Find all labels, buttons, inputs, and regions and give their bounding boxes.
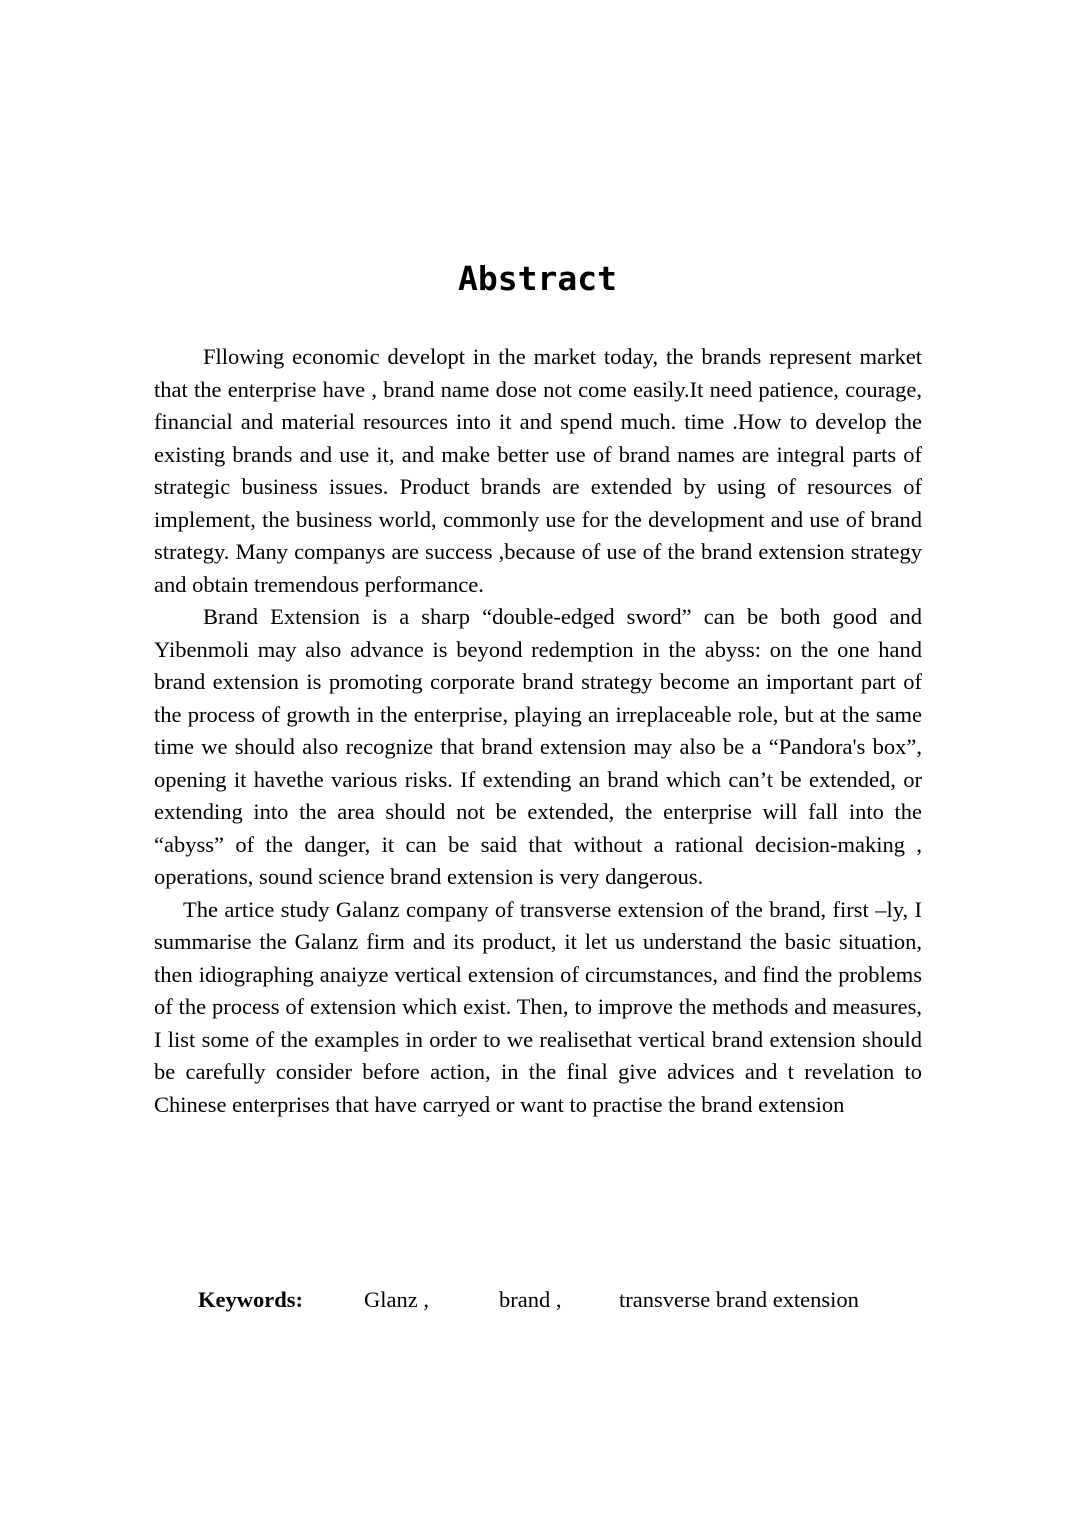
keywords-line xyxy=(198,1284,958,1316)
abstract-paragraph-3: The artice study Galanz company of transverse extension of the brand, first –ly, I summarise the Galanz firm and its product, it let us understand the basic situation, then idiographing anaiyze vertical extension of circumstances, and find the problems of the process of extension which exist. Then, to improve the methods and measures, I list some of the examples in order to we realisethat vertical brand extension should be carefully consider before action, in the final give advices and t revelation to Chinese enterprises that have carryed or want to practise the brand extension xyxy=(154,896,922,1117)
keyword-3: transverse brand extension xyxy=(619,1287,859,1312)
keyword-2: brand , xyxy=(499,1287,562,1312)
keywords-label: Keywords: xyxy=(198,1287,303,1312)
abstract-paragraph-1: Fllowing economic developt in the market today, the brands represent market that the enterprise have , brand name dose not come easily.It need patience, courage, financial and material resources into it and spend much. time .How to develop the existing brands and use it, and make better use of brand names are integral parts of strategic business issues. Product brands are extended by using of resources of implement, the business world, commonly use for the development and use of brand strategy. Many companys are success ,because of use of the brand extension strategy and obtain tremendous performance. xyxy=(154,344,922,597)
abstract-heading: Abstract xyxy=(458,259,617,298)
keyword-1: Glanz , xyxy=(364,1287,429,1312)
abstract-paragraph-2: Brand Extension is a sharp “double-edged sword” can be both good and Yibenmoli may also advance is beyond redemption in the abyss: on the one hand brand extension is promoting corporate brand strategy become an important part of the process of growth in the enterprise, playing an irreplaceable role, but at the same time we should also recognize that brand extension may also be a “Pandora's box”, opening it havethe various risks. If extending an brand which can’t be extended, or extending into the area should not be extended, the enterprise will fall into the “abyss” of the danger, it can be said that without a rational decision-making , operations, sound science brand extension is very dangerous. xyxy=(154,604,922,889)
abstract-body xyxy=(154,341,922,1121)
